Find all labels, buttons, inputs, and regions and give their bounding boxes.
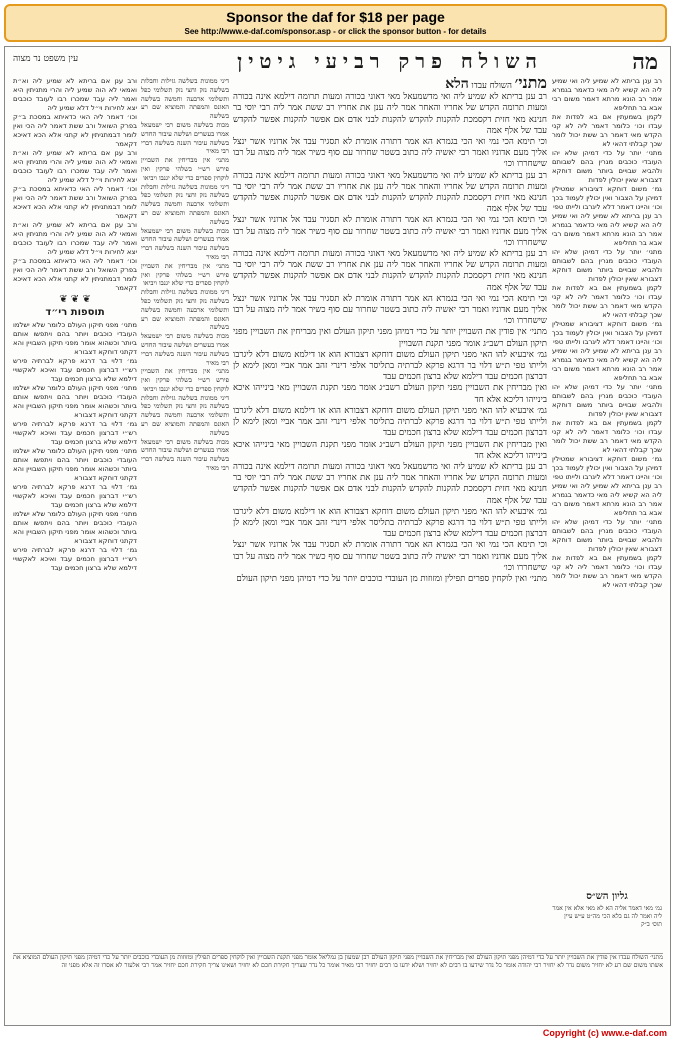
tosafot-text: גמ׳ דלוי בר דרגא פרקא לברתיה פירש רש״י דברצון חכמים עבד ואיכא לאקשויי דילמא שלא ברצון חכמים עבד	[13, 546, 137, 572]
gemara-text: וכי תימא הכי נמי ואי הכי בגמרא הא אמר דתורה אומרת לא תסגיר עבד אל אדוניו אשר ינצל אליך מעם אדוניו ואמר רבי יאשיה ליה כתוב בשטר שחרור עם סוף כשיר אמר ליה מצוה על רבו שישחררו וכו׳	[233, 215, 547, 248]
page-title: השולח פרק רביעי גיטין	[237, 49, 543, 73]
rashi-text: רב ענן בריתא לא שמיע ליה ואי שמיע ליה הא קשיא ליה מאי כדאמר בגמרא אמר רב הונא מרתא דאמר משום רבי אבא בר תחליפא	[552, 77, 662, 112]
tosafot-text: וכו׳ דאמר ליה האי כדאיתא במסכת ב״ק בפרק השואל ורב ששת דאמר ליה הכי ואין לומר דבמתניתין לא קתני אלא הכא דאיכא דקאמר	[13, 113, 137, 148]
rashi-column	[552, 77, 662, 947]
heading-word: הלא	[445, 77, 469, 92]
rashi-text: לקמן בשמעתין אם בא לפדות את עבדו וכו׳ כלומר דאמר ליה לא קני הקדש מאי דאמר רב ששת יכול לומר שכך קבלתי דהאי לא	[552, 419, 662, 454]
mishna-opening-line: השולח עבדו	[471, 81, 512, 91]
gemara-text: גמ׳ איבעיא להו האי מפני תיקון העולם משום דוחקא דצבורא הוא או דילמא משום דלא ליגרבו ולייתו טפי ת״ש דלוי בר דרגא פרקא לברתיה בתליסר אלפי דינרי זהב אמר אביי ומאן לימא לן דברצון חכמים עבד דילמא שלא ברצון חכמים עבד	[233, 405, 547, 439]
tosafot-text: גמ׳ דלוי בר דרגא פרקא לברתיה פירש רש״י דברצון חכמים עבד ואיכא לאקשויי דילמא שלא ברצון חכמים עבד	[13, 483, 137, 509]
inner-margin-column	[141, 77, 229, 947]
tosafot-text: ורב ענן אם בריתא לא שמיע ליה וא״ת ואמאי לא הוה שמיע ליה והרי מתניתין היא ואמר ליה עבד שמכרו רבו לעובד כוכבים יצא לחירות וי״ל דלא שמיע ליה	[13, 221, 137, 256]
ornament-divider: ❦ ❦ ❦	[59, 294, 91, 305]
copyright-link[interactable]: Copyright (c) www.e-daf.com	[542, 1028, 667, 1038]
gemara-text: גמ׳ איבעיא להו האי מפני תיקון העולם משום דוחקא דצבורא הוא או דילמא משום דלא ליגרבו ולייתו טפי ת״ש דלוי בר דרגא פרקא לברתיה בתליסר אלפי דינרי זהב אמר אביי ומאן לימא לן דברצון חכמים עבד דילמא שלא ברצון חכמים עבד	[233, 506, 547, 540]
rashi-text: מתני׳ יותר על כדי דמיהן שלא יהו העובדי כוכבים מגרין בהם לשבותם ולהביא שבויים ביותר משום דוחקא דצבורא שאין יכולין לפדות	[552, 518, 662, 553]
gemara-text: רב ענן בריתא לא שמיע ליה ואי מדשמעאל מאי דאוני בכורה ומעות תרומה דילמא אינה בכורה ומעות תרומה הקדש של אחריו והאחר אמר ליה ענן את אחריו רב ששת אמר ליה רבי יוסי בר חנינא מאי חזית דקסמכת להקנות להקדש להקנות לבני אדם אם אפשר להקנות אפשר להקדש עבד של אלף אמה	[233, 461, 547, 506]
inner-text: מכות בשלשה משום רבי ישמעאל אמרו בעשרים ושלשה עיבור החדש בשלשה עיבור השנה בשלשה דברי רבי מאיר	[141, 332, 229, 367]
inner-text: מכות בשלשה משום רבי ישמעאל אמרו בעשרים ושלשה עיבור החדש בשלשה עיבור השנה בשלשה דברי רבי מאיר	[141, 226, 229, 261]
rashi-text: מתני׳ יותר על כדי דמיהן שלא יהו העובדי כוכבים מגרין בהם לשבותם ולהביא שבויים ביותר משום דוחקא דצבורא שאין יכולין לפדות	[552, 248, 662, 283]
mishna-opening-word: מתני׳	[514, 77, 547, 92]
tosafot-text: וכו׳ דאמר ליה האי כדאיתא במסכת ב״ק בפרק השואל ורב ששת דאמר ליה הכי ואין לומר דבמתניתין לא קתני אלא הכא דאיכא דקאמר	[13, 257, 137, 292]
gemara-text: וכי תימא הכי נמי ואי הכי בגמרא הא אמר דתורה אומרת לא תסגיר עבד אל אדוניו אשר ינצל אליך מעם אדוניו ואמר רבי יאשיה ליה כתוב בשטר שחרור עם סוף כשיר אמר ליה מצוה על רבו שישחררו וכו׳	[233, 137, 547, 170]
rashi-text: לקמן בשמעתין אם בא לפדות את עבדו וכו׳ כלומר דאמר ליה לא קני הקדש מאי דאמר רב ששת יכול לומר שכך קבלתי דהאי לא	[552, 284, 662, 319]
inner-text: דיני ממונות בשלשה גזילות וחבלות בשלשה נזק וחצי נזק תשלומי כפל ותשלומי ארבעה וחמשה בשלשה האונס והמפתה והמוציא שם רע בשלשה	[141, 182, 229, 226]
tosafot-text: וכו׳ דאמר ליה האי כדאיתא במסכת ב״ק בפרק השואל ורב ששת דאמר ליה הכי ואין לומר דבמתניתין לא קתני אלא הכא דאיכא דקאמר	[13, 185, 137, 220]
rashi-text: רב ענן בריתא לא שמיע ליה ואי שמיע ליה הא קשיא ליה מאי כדאמר בגמרא אמר רב הונא מרתא דאמר משום רבי אבא בר תחליפא	[552, 482, 662, 517]
rashi-text: מתני׳ יותר על כדי דמיהן שלא יהו העובדי כוכבים מגרין בהם לשבותם ולהביא שבויים ביותר משום דוחקא דצבורא שאין יכולין לפדות	[552, 383, 662, 418]
rashi-text: גמ׳ משום דוחקא דציבורא שמטילין דמיהן על הצבור ואין יכולין לעמוד בכך וכו׳ והיינו דאמר דלא ליגרבו ולייתו טפי	[552, 320, 662, 346]
inner-text: מתני׳ אין מבריחין את השבויין פירש רש״י בשלהי פרקין ואין לוקחין ספרים כדי שלא יגנבו ויביאו	[141, 261, 229, 288]
inner-text: מכות בשלשה משום רבי ישמעאל אמרו בעשרים ושלשה עיבור החדש בשלשה עיבור השנה בשלשה דברי רבי מאיר	[141, 120, 229, 156]
inner-text: מתני׳ אין מבריחין את השבויין פירש רש״י בשלהי פרקין ואין לוקחין ספרים כדי שלא יגנבו ויביאו	[141, 156, 229, 182]
sponsor-details: See http://www.e-daf.com/sponsor.asp - or click the sponsor button - for details	[184, 27, 487, 36]
gemara-text: ואין מבריחין את השבויין מפני תיקון העולם רשב״ג אומר מפני תקנת השבויין מאי בינייהו איכא בינייהו דליכא אלא חד	[233, 383, 547, 405]
tosafot-column	[13, 77, 137, 947]
gemara-text: רב ענן בריתא לא שמיע ליה ואי מדשמעאל מאי דאוני בכורה ומעות תרומה דילמא אינה בכורה ומעות תרומה הקדש של אחריו והאחר אמר ליה ענן את אחריו רב ששת אמר ליה רבי יוסי בר חנינא מאי חזית דקסמכת להקנות להקדש להקנות לבני אדם אם אפשר להקנות אפשר להקדש עבד של אלף אמה	[233, 249, 547, 293]
mishna-text: מתני׳ ואין לוקחין ספרים תפילין ומזוזות מן העובדי כוכבים יותר על כדי דמיהן מפני תיקון העולם	[236, 573, 547, 584]
rashi-text: לקמן בשמעתין אם בא לפדות את עבדו וכו׳ כלומר דאמר ליה לא קני הקדש מאי דאמר רב ששת יכול לומר שכך קבלתי דהאי לא	[552, 113, 662, 148]
sponsor-headline: Sponsor the daf for $18 per page	[226, 9, 445, 25]
rashi-text: רב ענן בריתא לא שמיע ליה ואי שמיע ליה הא קשיא ליה מאי כדאמר בגמרא אמר רב הונא מרתא דאמר משום רבי אבא בר תחליפא	[552, 347, 662, 382]
tosafot-text: ורב ענן אם בריתא לא שמיע ליה וא״ת ואמאי לא הוה שמיע ליה והרי מתניתין היא ואמר ליה עבד שמכרו רבו לעובד כוכבים יצא לחירות וי״ל דלא שמיע ליה	[13, 149, 137, 184]
sponsor-banner[interactable]	[4, 4, 667, 42]
inner-text: מתני׳ אין מבריחין את השבויין פירש רש״י בשלהי פרקין ואין לוקחין ספרים כדי שלא יגנבו ויביאו	[141, 367, 229, 393]
rashi-text: מתני׳ יותר על כדי דמיהן שלא יהו העובדי כוכבים מגרין בהם לשבותם ולהביא שבויים ביותר משום דוחקא דצבורא שאין יכולין לפדות	[552, 149, 662, 184]
inner-text: דיני ממונות בשלשה גזילות וחבלות בשלשה נזק וחצי נזק תשלומי כפל ותשלומי ארבעה וחמשה בשלשה האונס והמפתה והמוציא שם רע בשלשה	[141, 77, 229, 121]
tosafot-text: גמ׳ דלוי בר דרגא פרקא לברתיה פירש רש״י דברצון חכמים עבד ואיכא לאקשויי דילמא שלא ברצון חכמים עבד	[13, 420, 137, 446]
gemara-text: רב ענן בריתא לא שמיע ליה ואי מדשמעאל מאי דאוני בכורה ומעות תרומה דילמא אינה בכורה ומעות תרומה הקדש של אחריו והאחר אמר ליה ענן את אחריו רב ששת אמר ליה רבי יוסי בר חנינא מאי חזית דקסמכת להקנות להקדש להקנות לבני אדם אם אפשר להקנות אפשר להקדש עבד של אלף אמה	[233, 170, 547, 215]
tosafot-text: מתני׳ מפני תיקון העולם כלומר שלא ישלמו העובדי כוכבים ויותר בהם ויתפשו אותם ביותר וכשהוא אומר מפני תיקון השבויין והא דקתני דוחקא דצבורא	[13, 384, 137, 419]
rashi-text: גמ׳ משום דוחקא דציבורא שמטילין דמיהן על הצבור ואין יכולין לעמוד בכך וכו׳ והיינו דאמר דלא ליגרבו ולייתו טפי	[552, 185, 662, 211]
rashi-text: גמ׳ משום דוחקא דציבורא שמטילין דמיהן על הצבור ואין יכולין לעמוד בכך וכו׳ והיינו דאמר דלא ליגרבו ולייתו טפי	[552, 455, 662, 481]
gemara-text: רב ענן בריתא לא שמיע ליה ואי מדשמעאל מאי דאוני בכורה ומעות תרומה דילמא אינה בכורה ומעות תרומה הקדש של אחריו והאחר אמר ליה ענן את אחריו רב ששת אמר ליה רבי יוסי בר חנינא מאי חזית דקסמכת להקנות להקדש להקנות לבני אדם אם אפשר להקנות אפשר להקדש עבד של אלף אמה	[233, 92, 547, 136]
ein-mishpat-label: עין משפט נר מצוה	[13, 54, 79, 64]
inner-text: מכות בשלשה משום רבי ישמעאל אמרו בעשרים ושלשה עיבור החדש בשלשה עיבור השנה בשלשה דברי רבי מאיר	[141, 437, 229, 473]
gilyon-text: גמ׳ מאי דאמר אליה הא לא מאי אלא אין אמר ליה ואמר לה גם בלא הכי מה״ט ע״ש עיין תוס׳ ב״ק	[552, 905, 662, 928]
gemara-text: גמ׳ איבעיא להו האי מפני תיקון העולם משום דוחקא דצבורא הוא או דילמא משום דלא ליגרבו ולייתו טפי ת״ש דלוי בר דרגא פרקא לברתיה בתליסר אלפי דינרי זהב אמר אביי ומאן לימא לן דברצון חכמים עבד דילמא שלא ברצון חכמים עבד	[233, 349, 547, 383]
talmud-page	[4, 46, 671, 1026]
gemara-text: ואין מבריחין את השבויין מפני תיקון העולם רשב״ג אומר מפני תקנת השבויין מאי בינייהו איכא בינייהו דליכא אלא חד	[233, 439, 547, 461]
page-number: מה	[632, 49, 658, 75]
gilyon-hashas-box	[552, 889, 662, 949]
rashi-text: רב ענן בריתא לא שמיע ליה ואי שמיע ליה הא קשיא ליה מאי כדאמר בגמרא אמר רב הונא מרתא דאמר משום רבי אבא בר תחליפא	[552, 212, 662, 247]
gemara-text: וכי תימא הכי נמי ואי הכי בגמרא הא אמר דתורה אומרת לא תסגיר עבד אל אדוניו אשר ינצל אליך מעם אדוניו ואמר רבי יאשיה ליה כתוב בשטר שחרור עם סוף כשיר אמר ליה מצוה על רבו שישחררו וכו׳	[233, 540, 547, 573]
inner-text: דיני ממונות בשלשה גזילות וחבלות בשלשה נזק וחצי נזק תשלומי כפל ותשלומי ארבעה וחמשה בשלשה האונס והמפתה והמוציא שם רע בשלשה	[141, 288, 229, 332]
tosafot-text: גמ׳ דלוי בר דרגא פרקא לברתיה פירש רש״י דברצון חכמים עבד ואיכא לאקשויי דילמא שלא ברצון חכמים עבד	[13, 357, 137, 383]
tosafot-text: ורב ענן אם בריתא לא שמיע ליה וא״ת ואמאי לא הוה שמיע ליה והרי מתניתין היא ואמר ליה עבד שמכרו רבו לעובד כוכבים יצא לחירות וי״ל דלא שמיע ליה	[13, 77, 137, 112]
tosafot-text: מתני׳ מפני תיקון העולם כלומר שלא ישלמו העובדי כוכבים ויותר בהם ויתפשו אותם ביותר וכשהוא אומר מפני תיקון השבויין והא דקתני דוחקא דצבורא	[13, 321, 137, 356]
tosafot-text: מתני׳ מפני תיקון העולם כלומר שלא ישלמו העובדי כוכבים ויותר בהם ויתפשו אותם ביותר וכשהוא אומר מפני תיקון השבויין והא דקתני דוחקא דצבורא	[13, 447, 137, 482]
tosafot-rid-title: תוספות רי״ד	[45, 307, 105, 318]
inner-text: דיני ממונות בשלשה גזילות וחבלות בשלשה נזק וחצי נזק תשלומי כפל ותשלומי ארבעה וחמשה בשלשה האונס והמפתה והמוציא שם רע בשלשה	[141, 393, 229, 437]
page-header	[5, 47, 670, 75]
gemara-text: וכי תימא הכי נמי ואי הכי בגמרא הא אמר דתורה אומרת לא תסגיר עבד אל אדוניו אשר ינצל אליך מעם אדוניו ואמר רבי יאשיה ליה כתוב בשטר שחרור עם סוף כשיר אמר ליה מצוה על רבו שישחררו וכו׳	[233, 293, 547, 327]
gilyon-title: גליון הש״ס	[586, 891, 628, 902]
footer-notes: מתני׳ השולח עבדו אין פודין את השבויין יותר על כדי דמיהן מפני תיקון העולם ואין מבריחין את השבויין מפני תיקון העולם רבן שמעון בן גמליאל אומר מפני תקנת השבויין ואין לוקחין ספרים תפילין ומזוזות מן העובדי כוכבים יותר על כדי דמיהן מפני תיקון העולם המוציא את אשתו משום שם רע לא יחזיר משום נדר לא יחזיר רבי יהודה אומר כל נדר שידעו בו רבים לא יחזיר ושלא ידעו בו רבים יחזיר רבי מאיר אומר כל נדר שצריך חקירת חכם לא יחזיר ושאינו צריך חקירת חכם יחזיר אמר רבי אלעזר לא אסרו זה אלא מפני זה	[13, 953, 663, 1020]
tosafot-text: מתני׳ מפני תיקון העולם כלומר שלא ישלמו העובדי כוכבים ויותר בהם ויתפשו אותם ביותר וכשהוא אומר מפני תיקון השבויין והא דקתני דוחקא דצבורא	[13, 510, 137, 545]
mishna-text: מתני׳ אין פודין את השבויין יותר על כדי דמיהן מפני תיקון העולם ואין מבריחין את השבויין מפני תיקון העולם רשב״ג אומר מפני תקנת השבויין	[233, 327, 547, 349]
rashi-text: לקמן בשמעתין אם בא לפדות את עבדו וכו׳ כלומר דאמר ליה לא קני הקדש מאי דאמר רב ששת יכול לומר שכך קבלתי דהאי לא	[552, 554, 662, 589]
gemara-column	[233, 77, 547, 947]
